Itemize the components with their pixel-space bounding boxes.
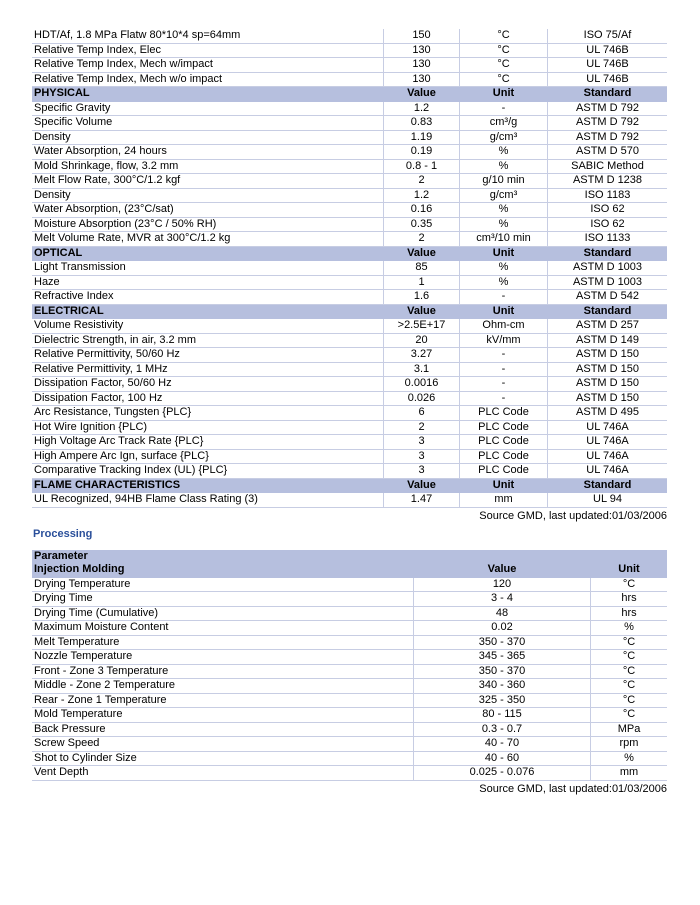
table-row — [32, 766, 667, 781]
property-value: 2 — [384, 232, 460, 247]
property-name: Relative Temp Index, Mech w/impact — [32, 58, 384, 73]
table-row — [32, 377, 667, 392]
property-unit: % — [460, 218, 548, 233]
parameter-unit: °C — [591, 665, 667, 680]
property-standard: ASTM D 1238 — [548, 174, 667, 189]
property-value: 3 — [384, 450, 460, 465]
parameter-value: 345 - 365 — [414, 650, 591, 665]
property-value: 3 — [384, 464, 460, 479]
property-unit: % — [460, 276, 548, 291]
table-row — [32, 694, 667, 709]
table-row — [32, 752, 667, 767]
table-row — [32, 392, 667, 407]
parameter-unit: % — [591, 752, 667, 767]
property-unit: - — [460, 348, 548, 363]
section-header-row — [32, 479, 667, 494]
property-name: Melt Volume Rate, MVR at 300°C/1.2 kg — [32, 232, 384, 247]
table-row — [32, 348, 667, 363]
property-standard: UL 746A — [548, 435, 667, 450]
property-standard: ISO 75/Af — [548, 29, 667, 44]
table-row — [32, 44, 667, 59]
property-value: 0.83 — [384, 116, 460, 131]
parameter-value: 0.3 - 0.7 — [414, 723, 591, 738]
table-row — [32, 203, 667, 218]
property-unit: °C — [460, 29, 548, 44]
parameter-name: Melt Temperature — [32, 636, 414, 651]
table-row — [32, 621, 667, 636]
property-standard: ASTM D 1003 — [548, 276, 667, 291]
table-row — [32, 636, 667, 651]
processing-header-row — [32, 550, 667, 564]
column-header: Value — [384, 247, 460, 262]
property-name: Dissipation Factor, 100 Hz — [32, 392, 384, 407]
property-value: 130 — [384, 73, 460, 88]
property-unit: - — [460, 392, 548, 407]
property-unit: - — [460, 102, 548, 117]
property-name: High Ampere Arc Ign, surface {PLC} — [32, 450, 384, 465]
column-header: Standard — [548, 305, 667, 320]
property-name: Relative Permittivity, 1 MHz — [32, 363, 384, 378]
property-standard: ASTM D 257 — [548, 319, 667, 334]
property-standard: UL 746A — [548, 450, 667, 465]
parameter-unit: °C — [591, 679, 667, 694]
property-unit: °C — [460, 58, 548, 73]
property-value: 1.19 — [384, 131, 460, 146]
parameter-name: Rear - Zone 1 Temperature — [32, 694, 414, 709]
property-standard: ASTM D 150 — [548, 363, 667, 378]
parameter-name: Drying Time — [32, 592, 414, 607]
property-name: Relative Temp Index, Elec — [32, 44, 384, 59]
property-standard: ASTM D 495 — [548, 406, 667, 421]
table-row — [32, 592, 667, 607]
table-row — [32, 650, 667, 665]
property-name: Light Transmission — [32, 261, 384, 276]
property-standard: ISO 1183 — [548, 189, 667, 204]
property-value: 1.2 — [384, 189, 460, 204]
property-unit: - — [460, 290, 548, 305]
property-unit: % — [460, 261, 548, 276]
property-name: Density — [32, 189, 384, 204]
table-row — [32, 464, 667, 479]
property-standard: ASTM D 150 — [548, 377, 667, 392]
table-row — [32, 160, 667, 175]
table-row — [32, 319, 667, 334]
parameter-value: 3 - 4 — [414, 592, 591, 607]
property-unit: cm³/g — [460, 116, 548, 131]
table-row — [32, 131, 667, 146]
properties-table — [32, 29, 667, 508]
property-value: 3 — [384, 435, 460, 450]
table-row — [32, 493, 667, 508]
property-name: Density — [32, 131, 384, 146]
parameter-name: Mold Temperature — [32, 708, 414, 723]
property-unit: PLC Code — [460, 435, 548, 450]
table-row — [32, 261, 667, 276]
processing-source-note: Source GMD, last updated:01/03/2006 — [479, 782, 667, 795]
column-header: Standard — [548, 247, 667, 262]
column-header: Standard — [548, 87, 667, 102]
parameter-name: Vent Depth — [32, 766, 414, 781]
property-value: 3.27 — [384, 348, 460, 363]
table-row — [32, 290, 667, 305]
header-spacer — [414, 550, 591, 564]
column-header: Value — [384, 479, 460, 494]
property-unit: - — [460, 363, 548, 378]
table-row — [32, 276, 667, 291]
property-name: Comparative Tracking Index (UL) {PLC} — [32, 464, 384, 479]
property-name: HDT/Af, 1.8 MPa Flatw 80*10*4 sp=64mm — [32, 29, 384, 44]
table-row — [32, 363, 667, 378]
property-unit: % — [460, 160, 548, 175]
parameter-unit: hrs — [591, 607, 667, 622]
property-value: 1.2 — [384, 102, 460, 117]
section-title: PHYSICAL — [32, 87, 384, 102]
processing-section-row — [32, 563, 667, 578]
property-unit: mm — [460, 493, 548, 508]
property-standard: ISO 62 — [548, 218, 667, 233]
column-header: Unit — [460, 479, 548, 494]
parameter-value: 325 - 350 — [414, 694, 591, 709]
property-unit: °C — [460, 44, 548, 59]
property-name: Water Absorption, (23°C/sat) — [32, 203, 384, 218]
table-row — [32, 174, 667, 189]
parameter-value: 80 - 115 — [414, 708, 591, 723]
property-unit: g/10 min — [460, 174, 548, 189]
parameter-unit: mm — [591, 766, 667, 781]
property-value: 0.16 — [384, 203, 460, 218]
injection-molding-header: Injection Molding — [32, 563, 414, 578]
property-value: 85 — [384, 261, 460, 276]
property-value: 6 — [384, 406, 460, 421]
property-name: Arc Resistance, Tungsten {PLC} — [32, 406, 384, 421]
processing-table — [32, 550, 667, 781]
property-unit: PLC Code — [460, 406, 548, 421]
parameter-name: Nozzle Temperature — [32, 650, 414, 665]
property-name: Dissipation Factor, 50/60 Hz — [32, 377, 384, 392]
table-row — [32, 665, 667, 680]
column-header: Unit — [460, 87, 548, 102]
property-value: 0.0016 — [384, 377, 460, 392]
table-row — [32, 679, 667, 694]
property-value: 2 — [384, 174, 460, 189]
parameter-name: Shot to Cylinder Size — [32, 752, 414, 767]
parameter-unit: °C — [591, 708, 667, 723]
parameter-value: 40 - 60 — [414, 752, 591, 767]
parameter-unit: % — [591, 621, 667, 636]
property-value: 0.35 — [384, 218, 460, 233]
parameter-unit: °C — [591, 694, 667, 709]
table-row — [32, 737, 667, 752]
property-unit: PLC Code — [460, 464, 548, 479]
property-name: Volume Resistivity — [32, 319, 384, 334]
property-value: 3.1 — [384, 363, 460, 378]
parameter-value: 0.02 — [414, 621, 591, 636]
parameter-name: Drying Time (Cumulative) — [32, 607, 414, 622]
property-name: Melt Flow Rate, 300°C/1.2 kgf — [32, 174, 384, 189]
property-standard: UL 746B — [548, 73, 667, 88]
property-unit: g/cm³ — [460, 189, 548, 204]
property-unit: cm³/10 min — [460, 232, 548, 247]
property-name: Relative Temp Index, Mech w/o impact — [32, 73, 384, 88]
column-header: Value — [384, 87, 460, 102]
property-name: UL Recognized, 94HB Flame Class Rating (3) — [32, 493, 384, 508]
property-value: 130 — [384, 58, 460, 73]
property-value: 1.6 — [384, 290, 460, 305]
header-spacer — [591, 550, 667, 564]
parameter-name: Maximum Moisture Content — [32, 621, 414, 636]
property-standard: ISO 62 — [548, 203, 667, 218]
table-row — [32, 102, 667, 117]
property-standard: UL 746A — [548, 464, 667, 479]
property-value: 0.026 — [384, 392, 460, 407]
property-standard: ASTM D 570 — [548, 145, 667, 160]
parameter-value: 350 - 370 — [414, 636, 591, 651]
property-value: 150 — [384, 29, 460, 44]
parameter-unit: rpm — [591, 737, 667, 752]
table-row — [32, 58, 667, 73]
table-row — [32, 578, 667, 593]
property-value: 1.47 — [384, 493, 460, 508]
parameter-unit: °C — [591, 650, 667, 665]
table-row — [32, 334, 667, 349]
property-unit: % — [460, 203, 548, 218]
property-name: Refractive Index — [32, 290, 384, 305]
property-value: 0.8 - 1 — [384, 160, 460, 175]
property-unit: - — [460, 377, 548, 392]
section-title: ELECTRICAL — [32, 305, 384, 320]
parameter-name: Middle - Zone 2 Temperature — [32, 679, 414, 694]
table-row — [32, 723, 667, 738]
column-header: Unit — [460, 247, 548, 262]
parameter-value: 0.025 - 0.076 — [414, 766, 591, 781]
property-unit: PLC Code — [460, 421, 548, 436]
table-row — [32, 145, 667, 160]
parameter-unit: °C — [591, 636, 667, 651]
section-header-row — [32, 247, 667, 262]
table-row — [32, 450, 667, 465]
section-header-row — [32, 305, 667, 320]
property-standard: UL 746B — [548, 44, 667, 59]
parameter-name: Back Pressure — [32, 723, 414, 738]
table-row — [32, 708, 667, 723]
parameter-value: 350 - 370 — [414, 665, 591, 680]
table-row — [32, 218, 667, 233]
property-unit: kV/mm — [460, 334, 548, 349]
property-name: Specific Volume — [32, 116, 384, 131]
value-column-header: Value — [414, 563, 591, 578]
property-name: Specific Gravity — [32, 102, 384, 117]
property-value: 0.19 — [384, 145, 460, 160]
property-name: High Voltage Arc Track Rate {PLC} — [32, 435, 384, 450]
table-row — [32, 116, 667, 131]
parameter-unit: °C — [591, 578, 667, 593]
column-header: Unit — [460, 305, 548, 320]
property-value: 1 — [384, 276, 460, 291]
property-standard: ASTM D 792 — [548, 131, 667, 146]
table-row — [32, 189, 667, 204]
property-unit: g/cm³ — [460, 131, 548, 146]
property-standard: ISO 1133 — [548, 232, 667, 247]
table-row — [32, 435, 667, 450]
table-row — [32, 73, 667, 88]
parameter-value: 40 - 70 — [414, 737, 591, 752]
property-unit: °C — [460, 73, 548, 88]
property-standard: ASTM D 1003 — [548, 261, 667, 276]
property-standard: SABIC Method — [548, 160, 667, 175]
property-standard: ASTM D 792 — [548, 116, 667, 131]
table-row — [32, 232, 667, 247]
property-standard: ASTM D 542 — [548, 290, 667, 305]
property-name: Dielectric Strength, in air, 3.2 mm — [32, 334, 384, 349]
property-standard: UL 746A — [548, 421, 667, 436]
column-header: Standard — [548, 479, 667, 494]
parameter-name: Front - Zone 3 Temperature — [32, 665, 414, 680]
parameter-unit: hrs — [591, 592, 667, 607]
table-row — [32, 406, 667, 421]
unit-column-header: Unit — [591, 563, 667, 578]
property-name: Moisture Absorption (23°C / 50% RH) — [32, 218, 384, 233]
property-standard: ASTM D 150 — [548, 348, 667, 363]
section-header-row — [32, 87, 667, 102]
section-title: FLAME CHARACTERISTICS — [32, 479, 384, 494]
property-unit: Ohm-cm — [460, 319, 548, 334]
property-value: 20 — [384, 334, 460, 349]
property-standard: UL 746B — [548, 58, 667, 73]
table-row — [32, 29, 667, 44]
property-name: Mold Shrinkage, flow, 3.2 mm — [32, 160, 384, 175]
property-standard: ASTM D 792 — [548, 102, 667, 117]
parameter-value: 48 — [414, 607, 591, 622]
column-header: Value — [384, 305, 460, 320]
table-row — [32, 421, 667, 436]
property-standard: UL 94 — [548, 493, 667, 508]
parameter-name: Drying Temperature — [32, 578, 414, 593]
property-value: 130 — [384, 44, 460, 59]
datasheet — [32, 29, 667, 797]
parameter-value: 340 - 360 — [414, 679, 591, 694]
parameter-name: Screw Speed — [32, 737, 414, 752]
parameter-header: Parameter — [32, 550, 414, 564]
processing-title: Processing — [33, 527, 93, 540]
parameter-unit: MPa — [591, 723, 667, 738]
property-unit: % — [460, 145, 548, 160]
property-name: Hot Wire Ignition {PLC) — [32, 421, 384, 436]
property-standard: ASTM D 149 — [548, 334, 667, 349]
parameter-value: 120 — [414, 578, 591, 593]
property-standard: ASTM D 150 — [548, 392, 667, 407]
property-name: Water Absorption, 24 hours — [32, 145, 384, 160]
property-unit: PLC Code — [460, 450, 548, 465]
table-row — [32, 607, 667, 622]
properties-source-note: Source GMD, last updated:01/03/2006 — [479, 509, 667, 522]
property-name: Relative Permittivity, 50/60 Hz — [32, 348, 384, 363]
property-name: Haze — [32, 276, 384, 291]
property-value: >2.5E+17 — [384, 319, 460, 334]
property-value: 2 — [384, 421, 460, 436]
section-title: OPTICAL — [32, 247, 384, 262]
